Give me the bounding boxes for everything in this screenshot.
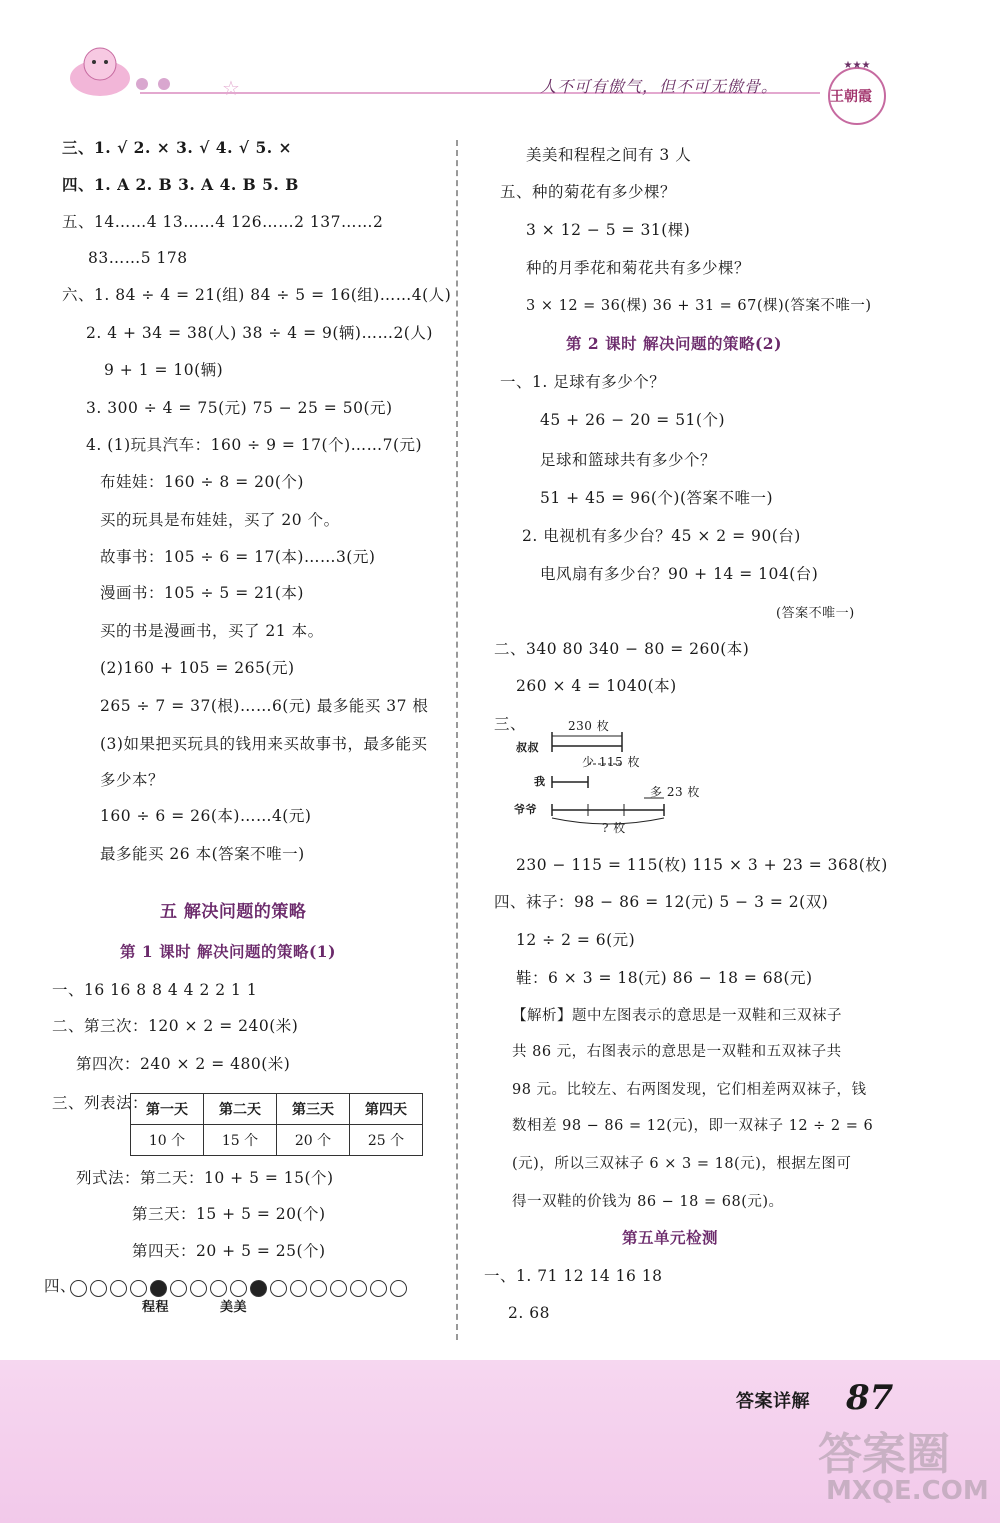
right-line: 260 × 4 = 1040(本) bbox=[516, 677, 677, 695]
right-line: 12 ÷ 2 = 6(元) bbox=[516, 931, 636, 949]
diagram-label: 爷爷 bbox=[514, 803, 537, 816]
left-line: 漫画书：105 ÷ 5 = 21(本) bbox=[100, 584, 304, 602]
left-line: 列式法：第二天：10 + 5 = 15(个) bbox=[76, 1169, 334, 1187]
brand-name: 王朝霞 bbox=[830, 89, 872, 105]
diagram-label: 230 枚 bbox=[568, 719, 610, 733]
right-line: 五、种的菊花有多少棵？ bbox=[500, 183, 677, 201]
circle-icon bbox=[350, 1280, 367, 1297]
right-line: 鞋：6 × 3 = 18(元) 86 − 18 = 68(元) bbox=[516, 969, 813, 987]
star-icon: ☆ bbox=[222, 76, 240, 100]
circle-icon bbox=[290, 1280, 307, 1297]
right-line: 45 + 26 − 20 = 51(个) bbox=[540, 411, 726, 429]
watermark-url: MXQE.COM bbox=[826, 1476, 989, 1506]
watermark: 答案圈 bbox=[818, 1429, 950, 1480]
right-line: 二、340 80 340 − 80 = 260(本) bbox=[494, 640, 750, 658]
right-line: 足球和篮球共有多少个？ bbox=[540, 451, 717, 469]
circle-icon bbox=[270, 1280, 287, 1297]
right-line: 美美和程程之间有 3 人 bbox=[526, 146, 692, 164]
left-line: 故事书：105 ÷ 6 = 17(本)……3(元) bbox=[100, 548, 376, 566]
table-header: 第四天 bbox=[350, 1094, 423, 1125]
svg-text:★★★: ★★★ bbox=[843, 60, 871, 71]
right-line: (元)，所以三双袜子 6 × 3 = 18(元)，根据左图可 bbox=[512, 1156, 852, 1172]
unit-test-title: 第五单元检测 bbox=[622, 1228, 719, 1247]
brand-logo bbox=[822, 58, 892, 128]
left-line: 四、 bbox=[44, 1277, 77, 1295]
character-icon bbox=[60, 38, 180, 98]
left-line: 最多能买 26 本(答案不唯一) bbox=[100, 845, 305, 863]
table-header: 第一天 bbox=[131, 1094, 204, 1125]
diagram-label: 叔叔 bbox=[516, 741, 539, 754]
filled-circle-icon bbox=[150, 1280, 167, 1297]
table-cell: 20 个 bbox=[277, 1125, 350, 1156]
circle-icon bbox=[110, 1280, 127, 1297]
right-line: 得一双鞋的价钱为 86 − 18 = 68(元)。 bbox=[512, 1194, 784, 1210]
left-line: 买的书是漫画书，买了 21 本。 bbox=[100, 622, 324, 640]
right-line: 共 86 元，右图表示的意思是一双鞋和五双袜子共 bbox=[512, 1044, 842, 1060]
right-line: 【解析】题中左图表示的意思是一双鞋和三双袜子 bbox=[512, 1008, 842, 1024]
circle-icon bbox=[330, 1280, 347, 1297]
left-line: 五、14……4 13……4 126……2 137……2 bbox=[62, 213, 384, 231]
column-divider bbox=[456, 140, 458, 1340]
left-line: 83……5 178 bbox=[88, 249, 188, 267]
circle-icon bbox=[310, 1280, 327, 1297]
left-line: 六、1. 84 ÷ 4 = 21(组) 84 ÷ 5 = 16(组)……4(人) bbox=[62, 286, 452, 304]
page-number: 87 bbox=[846, 1378, 894, 1418]
right-line: 230 − 115 = 115(枚) 115 × 3 + 23 = 368(枚) bbox=[516, 856, 888, 874]
right-line: 四、袜子：98 − 86 = 12(元) 5 − 3 = 2(双) bbox=[494, 893, 829, 911]
left-line: 3. 300 ÷ 4 = 75(元) 75 − 25 = 50(元) bbox=[86, 399, 393, 417]
left-line: (2)160 + 105 = 265(元) bbox=[100, 659, 295, 677]
circle-icon bbox=[230, 1280, 247, 1297]
diagram-label: ? 枚 bbox=[602, 821, 626, 835]
right-line: 一、1. 71 12 14 16 18 bbox=[484, 1267, 663, 1285]
lesson-title: 第 1 课时 解决问题的策略(1) bbox=[120, 942, 336, 961]
table-cell: 25 个 bbox=[350, 1125, 423, 1156]
table-header: 第三天 bbox=[277, 1094, 350, 1125]
circle-icon bbox=[190, 1280, 207, 1297]
right-line: (答案不唯一) bbox=[776, 606, 855, 621]
left-line: 三、1. √ 2. × 3. √ 4. √ 5. × bbox=[62, 138, 293, 157]
right-line: 数相差 98 − 86 = 12(元)，即一双袜子 12 ÷ 2 = 6 bbox=[512, 1118, 874, 1134]
table-cell: 15 个 bbox=[204, 1125, 277, 1156]
left-line: (3)如果把买玩具的钱用来买故事书，最多能买 bbox=[100, 735, 428, 753]
left-line: 多少本？ bbox=[100, 771, 165, 789]
right-line: 3 × 12 = 36(棵) 36 + 31 = 67(棵)(答案不唯一) bbox=[526, 298, 872, 314]
left-line: 四、1. A 2. B 3. A 4. B 5. B bbox=[62, 175, 299, 194]
table-header: 第二天 bbox=[204, 1094, 277, 1125]
left-line: 第四天：20 + 5 = 25(个) bbox=[132, 1242, 326, 1260]
left-line: 2. 4 + 34 = 38(人) 38 ÷ 4 = 9(辆)……2(人) bbox=[86, 324, 433, 342]
left-line: 第四次：240 × 2 = 480(米) bbox=[76, 1055, 291, 1073]
right-line: 电风扇有多少台？90 + 14 = 104(台) bbox=[540, 565, 819, 583]
left-line: 一、16 16 8 8 4 4 2 2 1 1 bbox=[52, 981, 258, 999]
left-line: 265 ÷ 7 = 37(根)……6(元) 最多能买 37 根 bbox=[100, 697, 429, 715]
section-title: 五 解决问题的策略 bbox=[160, 902, 307, 922]
dot-label: 程程 bbox=[142, 1300, 170, 1315]
left-line: 第三天：15 + 5 = 20(个) bbox=[132, 1205, 326, 1223]
circle-icon bbox=[390, 1280, 407, 1297]
right-line: 2. 68 bbox=[508, 1304, 550, 1322]
diagram-label: 少 115 枚 bbox=[582, 755, 641, 769]
circle-icon bbox=[130, 1280, 147, 1297]
circle-icon bbox=[370, 1280, 387, 1297]
left-line: 160 ÷ 6 = 26(本)……4(元) bbox=[100, 807, 312, 825]
data-table bbox=[130, 1093, 423, 1156]
circle-icon bbox=[210, 1280, 227, 1297]
footer-label: 答案详解 bbox=[736, 1391, 810, 1412]
circle-icon bbox=[70, 1280, 87, 1297]
filled-circle-icon bbox=[250, 1280, 267, 1297]
right-line: 2. 电视机有多少台？45 × 2 = 90(台) bbox=[522, 527, 801, 545]
right-line: 一、1. 足球有多少个？ bbox=[500, 373, 666, 391]
left-line: 9 + 1 = 10(辆) bbox=[104, 361, 224, 379]
table-cell: 10 个 bbox=[131, 1125, 204, 1156]
diagram-label: 我 bbox=[534, 775, 546, 788]
diagram-label: 多 23 枚 bbox=[650, 785, 700, 799]
header-motto: 人不可有傲气，但不可无傲骨。 bbox=[540, 77, 779, 96]
header-decoration bbox=[60, 38, 180, 98]
table-header-row bbox=[131, 1094, 423, 1125]
left-line: 布娃娃：160 ÷ 8 = 20(个) bbox=[100, 473, 304, 491]
circle-icon bbox=[170, 1280, 187, 1297]
left-line: 三、列表法： bbox=[52, 1094, 149, 1112]
right-line: 种的月季花和菊花共有多少棵？ bbox=[526, 259, 751, 277]
dot-label: 美美 bbox=[220, 1300, 248, 1315]
lesson-title: 第 2 课时 解决问题的策略(2) bbox=[566, 334, 782, 353]
right-line: 51 + 45 = 96(个)(答案不唯一) bbox=[540, 489, 774, 507]
left-line: 4. (1)玩具汽车：160 ÷ 9 = 17(个)……7(元) bbox=[86, 436, 423, 454]
left-line: 买的玩具是布娃娃，买了 20 个。 bbox=[100, 511, 340, 529]
right-line: 98 元。比较左、右两图发现，它们相差两双袜子，钱 bbox=[512, 1082, 867, 1098]
right-line: 3 × 12 − 5 = 31(棵) bbox=[526, 221, 691, 239]
dot-row bbox=[70, 1278, 410, 1297]
right-line: 三、 bbox=[494, 715, 527, 733]
table-row bbox=[131, 1125, 423, 1156]
left-line: 二、第三次：120 × 2 = 240(米) bbox=[52, 1017, 299, 1035]
circle-icon bbox=[90, 1280, 107, 1297]
